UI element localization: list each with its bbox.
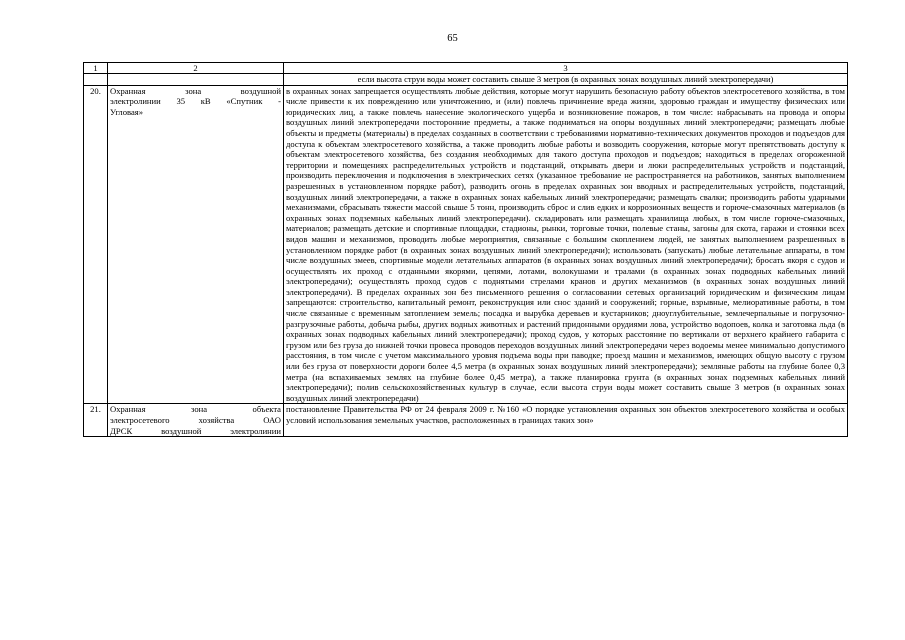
restrictions-text: в охранных зонах запрещается осуществлять любые действия, которые могут нарушить безопасную работу объектов электросетевого хозяйства, в том числе привести к их повреждению или уничтожению, и (или) повлечь причинение вреда жизни, здоровью граждан и имуществу физических или юридических лиц, а также повлечь нанесение экологического ущерба и возникновение пожаров, в том числе: набрасывать на провода и опоры воздушных линий электропередачи посторонние предметы, а также подниматься на опоры воздушных линий электропередачи; размещать любые объекты и предметы (материалы) в пределах созданных в соответствии с требованиями нормативно-технических документов проходов и подъездов для доступа к объектам электросетевого хозяйства, а также проводить любые работы и возводить сооружения, которые могут препятствовать доступу к объектам электросетевого хозяйства, без создания необходимых для такого доступа проходов и подъездов; находиться в пределах огороженной территории и помещениях распределительных устройств и подстанций, открывать двери и люки распределительных устройств и подстанций, производить переключения и подключения в электрических сетях (указанное требование не распространяется на работников, занятых выполнением разрешенных в установленном порядке работ), разводить огонь в пределах охранных зон вводных и распределительных устройств, подстанций, воздушных линий электропередачи, а также в охранных зонах кабельных линий электропередачи; размещать свалки; производить работы ударными механизмами, сбрасывать тяжести массой свыше 5 тонн, производить сброс и слив едких и коррозионных веществ и горюче-смазочных материалов (в охранных зонах подземных кабельных линий электропередачи). складировать или размещать хранилища любых, в том числе горюче-смазочных, материалов; размещать детские и спортивные площадки, стадионы, рынки, торговые точки, полевые станы, загоны для скота, гаражи и стоянки всех видов машин и механизмов, проводить любые мероприятия, связанные с большим скоплением людей, не занятых выполнением разрешенных в установленном порядке работ (в охранных зонах воздушных линий электропередачи); использовать (запускать) любые летательные аппараты, в том числе воздушных змеев, спортивные модели летательных аппаратов (в охранных зонах воздушных линий электропередачи); бросать якоря с судов и осуществлять их проход с отданными якорями, цепями, лотами, волокушами и тралами (в охранных зонах подводных кабельных линий электропередачи); осуществлять проход судов с поднятыми стрелами кранов и других механизмов (в охранных зонах воздушных линий электропередачи). В пределах охранных зон без письменного решения о согласовании сетевых организаций юридическим и физическим лицам запрещаются: строительство, капитальный ремонт, реконструкция или снос зданий и сооружений; горные, взрывные, мелиоративные работы, в том числе связанные с временным затоплением земель; посадка и вырубка деревьев и кустарников; дноуглубительные, землечерпальные и погрузочно-разгрузочные работы, добыча рыбы, других водных животных и растений придонными орудиями лова, устройство водопоев, колка и заготовка льда (в охранных зонах подводных кабельных линий электропередачи); проход судов, у которых расстояние по вертикали от верхнего крайнего габарита с грузом или без груза до нижней точки провеса проводов переходов воздушных линий электропередачи через водоемы менее минимально допустимого расстояния, в том числе с учетом максимального уровня подъема воды при паводке; проезд машин и механизмов, имеющих общую высоту с грузом или без груза от поверхности дороги более 4,5 метра (в охранных зонах воздушных линий электропередачи); земляные работы на глубине более 0,3 метра (на вспахиваемых землях на глубине более 0,45 метра), а также планировка грунта (в охранных зонах подземных кабельных линий электропередачи); полив сельскохозяйственных культур в случае, если высота струи воды может составить свыше 3 метров (в охранных зонах воздушных линий электропередачи) [284, 85, 848, 404]
header-col-3: 3 [284, 63, 848, 74]
restrictions-text: постановление Правительства РФ от 24 февраля 2009 г. №160 «О порядке установления охранных зон объектов электросетевого хозяйства и особых условий использования земельных участков, расположенных в границах таких зон» [284, 404, 848, 437]
restrictions-table [83, 62, 848, 437]
header-col-1: 1 [84, 63, 108, 74]
table-row-continuation [84, 74, 848, 86]
row-number: 21. [84, 404, 108, 437]
table-row [84, 404, 848, 437]
zone-name: Охранная зона воздушной электролинии 35 кВ «Спутник - Угловая» [108, 85, 284, 404]
row-number: 20. [84, 85, 108, 404]
continuation-text: если высота струи воды может составить свыше 3 метров (в охранных зонах воздушных линий электропередачи) [284, 74, 848, 86]
page-number: 65 [447, 33, 458, 44]
header-col-2: 2 [108, 63, 284, 74]
table-row [84, 85, 848, 404]
zone-name: Охранная зона объекта электросетевого хозяйства ОАО ДРСК воздушной электролинии [108, 404, 284, 437]
table-header-row [84, 63, 848, 74]
